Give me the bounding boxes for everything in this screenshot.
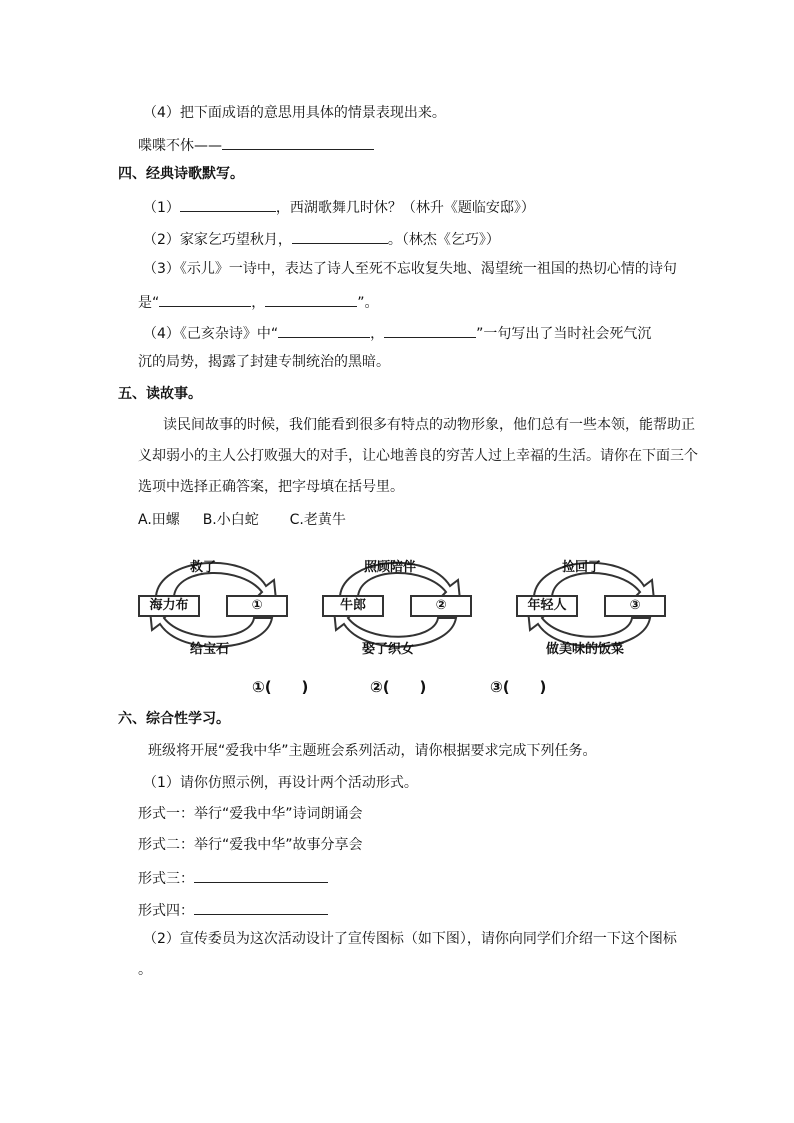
poem-item-1-text: ，西湖歌舞几时休？（林升《题临安邸》） [275, 200, 535, 216]
cycle-left-node: 海力布 [138, 595, 200, 617]
option-c: C.老黄牛 [289, 512, 346, 528]
section6-q1: （1）请你仿照示例，再设计两个活动形式。 [143, 775, 418, 791]
form-four [138, 898, 328, 921]
form-four-label: 形式四： [138, 903, 194, 919]
poem-item-4-line2: 沉的局势，揭露了封建专制统治的黑暗。 [138, 354, 390, 370]
section5-heading: 五、读故事。 [118, 386, 202, 402]
poem-item-3-prefix: 是“ [138, 295, 160, 311]
poem-item-3-suffix: ”。 [357, 295, 379, 311]
answer-blank[interactable] [278, 321, 370, 338]
poem-item-3-line1: （3）《示儿》一诗中，表达了诗人至死不忘收复失地、渴望统一祖国的热切心情的诗句 [143, 261, 677, 277]
cycle-top-label: 照顾陪伴 [364, 560, 417, 575]
poem-item-4-prefix: （4）《己亥杂诗》中“ [143, 326, 279, 342]
section6-q2-end: 。 [138, 962, 152, 978]
answer-bracket-2[interactable]: ②( ) [370, 678, 427, 696]
story-cycle-2 [318, 548, 478, 660]
section6-q2: （2）宣传委员为这次活动设计了宣传图标（如下图），请你向同学们介绍一下这个图标 [143, 931, 677, 947]
story-cycle-3 [512, 548, 672, 660]
story-paragraph-line3: 选项中选择正确答案，把字母填在括号里。 [138, 479, 404, 495]
poem-item-3-comma: ， [251, 295, 266, 311]
section4-heading: 四、经典诗歌默写。 [118, 166, 244, 182]
poem-item-1 [143, 195, 535, 218]
form-three-label: 形式三： [138, 871, 194, 887]
cycle-bottom-label: 做美味的饭菜 [546, 642, 625, 657]
poem-item-4-comma: ， [370, 326, 385, 342]
poem-item-3-line2 [138, 290, 379, 313]
answer-bracket-1[interactable]: ①( ) [252, 678, 309, 696]
cycle-top-label: 捡回了 [562, 560, 602, 575]
section6-intro: 班级将开展“爱我中华”主题班会系列活动，请你根据要求完成下列任务。 [148, 743, 597, 759]
answer-blank[interactable] [292, 227, 388, 244]
answer-blank[interactable] [159, 290, 251, 307]
cycle-right-node: ② [410, 595, 472, 617]
story-paragraph-line2: 义却弱小的主人公打败强大的对手，让心地善良的穷苦人过上幸福的生活。请你在下面三个 [138, 448, 698, 464]
poem-item-4-suffix: ”一句写出了当时社会死气沉 [476, 326, 652, 342]
cycle-right-node: ③ [604, 595, 666, 617]
cycle-left-node: 牛郎 [322, 595, 384, 617]
poem-item-2-prefix: （2）家家乞巧望秋月， [143, 232, 292, 248]
cycle-right-node: ① [226, 595, 288, 617]
cycle-bottom-label: 娶了织女 [362, 642, 415, 657]
poem-item-2 [143, 227, 500, 250]
poem-item-4-line1 [143, 321, 651, 344]
form-three [138, 866, 328, 889]
answer-blank[interactable] [265, 290, 357, 307]
poem-item-1-prefix: （1） [143, 200, 180, 216]
cycle-bottom-label: 给宝石 [190, 642, 230, 657]
q3-4-prompt: （4）把下面成语的意思用具体的情景表现出来。 [143, 105, 446, 121]
option-list [138, 510, 346, 530]
option-b: B.小白蛇 [202, 512, 259, 528]
answer-blank[interactable] [222, 133, 374, 150]
q3-4-idiom-line [138, 133, 374, 156]
story-paragraph-line1: 读民间故事的时候，我们能看到很多有特点的动物形象，他们总有一些本领，能帮助正 [163, 417, 695, 433]
cycle-top-label: 救了 [190, 560, 217, 575]
answer-bracket-3[interactable]: ③( ) [490, 678, 547, 696]
option-a: A.田螺 [138, 512, 180, 528]
answer-blank[interactable] [384, 321, 476, 338]
story-cycle-1 [134, 548, 294, 660]
cycle-left-node: 年轻人 [516, 595, 578, 617]
answer-blank[interactable] [194, 866, 328, 883]
answer-blank[interactable] [194, 898, 328, 915]
poem-item-2-suffix: 。（林杰《乞巧》） [387, 232, 500, 248]
answer-blank[interactable] [180, 195, 276, 212]
form-one: 形式一：举行“爱我中华”诗词朗诵会 [138, 806, 363, 822]
section6-heading: 六、综合性学习。 [118, 711, 230, 727]
idiom-text: 喋喋不休—— [138, 138, 222, 154]
form-two: 形式二：举行“爱我中华”故事分享会 [138, 837, 363, 853]
